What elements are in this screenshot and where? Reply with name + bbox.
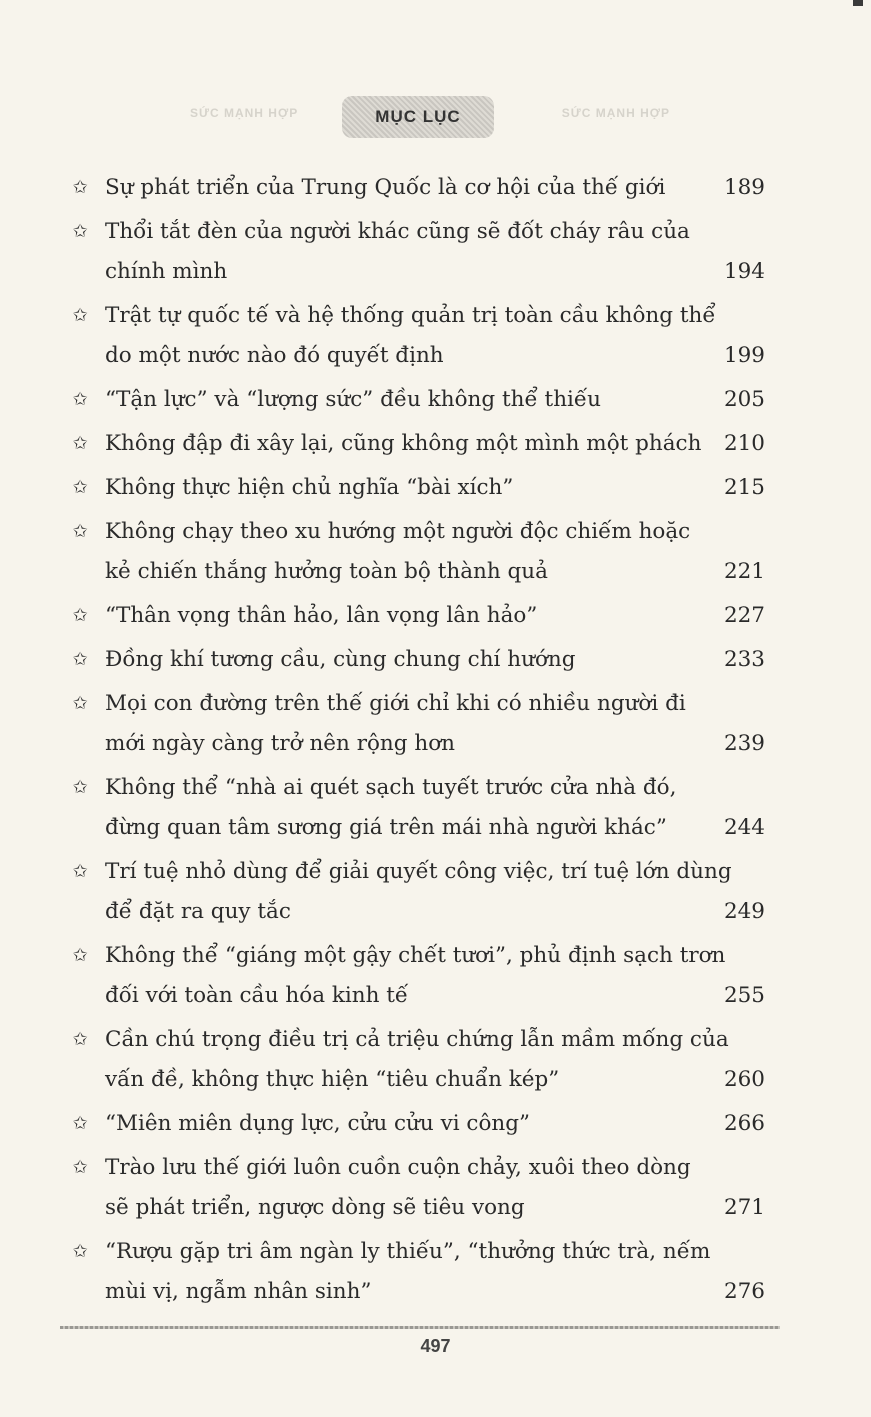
toc-entry-line — [105, 976, 765, 1016]
header-ghost-left: SỨC MẠNH HỢP — [190, 106, 299, 120]
toc-entry-text: do một nước nào đó quyết định — [105, 343, 444, 368]
toc-entry[interactable] — [0, 1232, 871, 1312]
star-icon: ✩ — [72, 305, 88, 326]
toc-page-number: 249 — [723, 899, 765, 924]
toc-entry-line — [105, 852, 765, 892]
toc-entry-line — [105, 684, 765, 724]
toc-page-number: 221 — [723, 559, 765, 584]
star-icon: ✩ — [72, 521, 88, 542]
toc-page-number: 199 — [723, 343, 765, 368]
toc-entry[interactable] — [0, 684, 871, 764]
toc-entry-text: “Thân vọng thân hảo, lân vọng lân hảo” — [105, 603, 538, 628]
toc-page-number: 266 — [723, 1111, 765, 1136]
star-icon: ✩ — [72, 1113, 88, 1134]
toc-page-number: 189 — [723, 175, 765, 200]
toc-entry-text: Trào lưu thế giới luôn cuồn cuộn chảy, xuôi theo dòng — [105, 1155, 691, 1180]
toc-entry-text: mới ngày càng trở nên rộng hơn — [105, 731, 456, 756]
toc-entry-text: sẽ phát triển, ngược dòng sẽ tiêu vong — [105, 1195, 525, 1220]
toc-entry[interactable] — [0, 596, 871, 636]
toc-entry-text: kẻ chiến thắng hưởng toàn bộ thành quả — [105, 559, 548, 584]
toc-entry-line — [105, 1104, 765, 1144]
toc-entry[interactable] — [0, 852, 871, 932]
toc-page-number: 233 — [723, 647, 765, 672]
star-icon: ✩ — [72, 605, 88, 626]
toc-entry-line — [105, 296, 765, 336]
toc-entry-text: Cần chú trọng điều trị cả triệu chứng lẫn mầm mống của — [105, 1027, 729, 1052]
star-icon: ✩ — [72, 1241, 88, 1262]
toc-entry[interactable] — [0, 296, 871, 376]
toc-entry[interactable] — [0, 936, 871, 1016]
toc-entry[interactable] — [0, 1104, 871, 1144]
table-of-contents — [0, 168, 871, 1316]
toc-page-number: 260 — [723, 1067, 765, 1092]
toc-entry-text: để đặt ra quy tắc — [105, 899, 291, 924]
star-icon: ✩ — [72, 1029, 88, 1050]
toc-entry-text: đối với toàn cầu hóa kinh tế — [105, 983, 409, 1008]
toc-entry-text: “Rượu gặp tri âm ngàn ly thiếu”, “thưởng thức trà, nếm — [105, 1239, 711, 1264]
toc-entry[interactable] — [0, 212, 871, 292]
toc-entry-line — [105, 892, 765, 932]
star-icon: ✩ — [72, 777, 88, 798]
toc-page-number: 194 — [723, 259, 765, 284]
toc-entry-text: đừng quan tâm sương giá trên mái nhà người khác” — [105, 815, 667, 840]
toc-entry-line — [105, 336, 765, 376]
toc-entry-text: Không thể “giáng một gậy chết tươi”, phủ định sạch trơn — [105, 943, 726, 968]
toc-entry-line — [105, 1148, 765, 1188]
star-icon: ✩ — [72, 649, 88, 670]
toc-entry-text: Trí tuệ nhỏ dùng để giải quyết công việc, trí tuệ lớn dùng — [105, 859, 732, 884]
toc-entry[interactable] — [0, 1020, 871, 1100]
corner-mark — [853, 0, 863, 6]
toc-page-number: 205 — [723, 387, 765, 412]
toc-entry-line — [105, 768, 765, 808]
toc-entry[interactable] — [0, 768, 871, 848]
toc-entry-text: Mọi con đường trên thế giới chỉ khi có nhiều người đi — [105, 691, 686, 716]
toc-entry-line — [105, 168, 765, 208]
star-icon: ✩ — [72, 477, 88, 498]
toc-entry-text: “Tận lực” và “lượng sức” đều không thể thiếu — [105, 387, 601, 412]
toc-page-number: 244 — [723, 815, 765, 840]
toc-entry-line — [105, 724, 765, 764]
toc-entry-text: vấn đề, không thực hiện “tiêu chuẩn kép” — [105, 1067, 560, 1092]
star-icon: ✩ — [72, 861, 88, 882]
star-icon: ✩ — [72, 389, 88, 410]
star-icon: ✩ — [72, 945, 88, 966]
toc-entry[interactable] — [0, 380, 871, 420]
toc-entry-line — [105, 552, 765, 592]
toc-entry-line — [105, 1020, 765, 1060]
toc-entry-line — [105, 1232, 765, 1272]
toc-entry-text: Không đập đi xây lại, cũng không một mình một phách — [105, 431, 702, 456]
toc-page-number: 255 — [723, 983, 765, 1008]
toc-entry-text: “Miên miên dụng lực, cửu cửu vi công” — [105, 1111, 531, 1136]
toc-entry-line — [105, 596, 765, 636]
toc-entry[interactable] — [0, 1148, 871, 1228]
star-icon: ✩ — [72, 433, 88, 454]
toc-entry-text: Trật tự quốc tế và hệ thống quản trị toàn cầu không thể — [105, 303, 716, 328]
toc-entry-line — [105, 808, 765, 848]
toc-entry[interactable] — [0, 424, 871, 464]
toc-entry[interactable] — [0, 512, 871, 592]
toc-entry-line — [105, 1272, 765, 1312]
toc-page-number: 239 — [723, 731, 765, 756]
toc-entry[interactable] — [0, 168, 871, 208]
toc-entry-text: Thổi tắt đèn của người khác cũng sẽ đốt cháy râu của — [105, 219, 690, 244]
toc-entry-line — [105, 424, 765, 464]
toc-entry-line — [105, 936, 765, 976]
toc-entry-line — [105, 468, 765, 508]
toc-entry-line — [105, 1060, 765, 1100]
header-ghost-right: SỨC MẠNH HỢP — [561, 106, 670, 120]
toc-entry-text: Sự phát triển của Trung Quốc là cơ hội của thế giới — [105, 175, 666, 200]
toc-page-number: 215 — [723, 475, 765, 500]
page-title: MỤC LỤC — [375, 107, 461, 126]
toc-entry-line — [105, 512, 765, 552]
star-icon: ✩ — [72, 177, 88, 198]
toc-entry-line — [105, 212, 765, 252]
page-number: 497 — [420, 1336, 451, 1356]
header-band — [170, 96, 670, 138]
toc-entry[interactable] — [0, 640, 871, 680]
toc-entry-text: Không thể “nhà ai quét sạch tuyết trước cửa nhà đó, — [105, 775, 677, 800]
toc-entry-text: Không chạy theo xu hướng một người độc chiếm hoặc — [105, 519, 691, 544]
star-icon: ✩ — [72, 693, 88, 714]
toc-page-number: 227 — [723, 603, 765, 628]
toc-entry[interactable] — [0, 468, 871, 508]
toc-page-number: 210 — [723, 431, 765, 456]
toc-entry-text: mùi vị, ngẫm nhân sinh” — [105, 1279, 372, 1304]
footer-divider — [60, 1326, 780, 1329]
toc-entry-line — [105, 1188, 765, 1228]
header-tab — [342, 96, 494, 138]
toc-entry-line — [105, 380, 765, 420]
toc-entry-line — [105, 252, 765, 292]
star-icon: ✩ — [72, 1157, 88, 1178]
toc-entry-text: Không thực hiện chủ nghĩa “bài xích” — [105, 475, 514, 500]
toc-entry-text: Đồng khí tương cầu, cùng chung chí hướng — [105, 647, 576, 672]
toc-entry-text: chính mình — [105, 259, 228, 284]
toc-page-number: 276 — [723, 1279, 765, 1304]
star-icon: ✩ — [72, 221, 88, 242]
toc-entry-line — [105, 640, 765, 680]
toc-page-number: 271 — [723, 1195, 765, 1220]
